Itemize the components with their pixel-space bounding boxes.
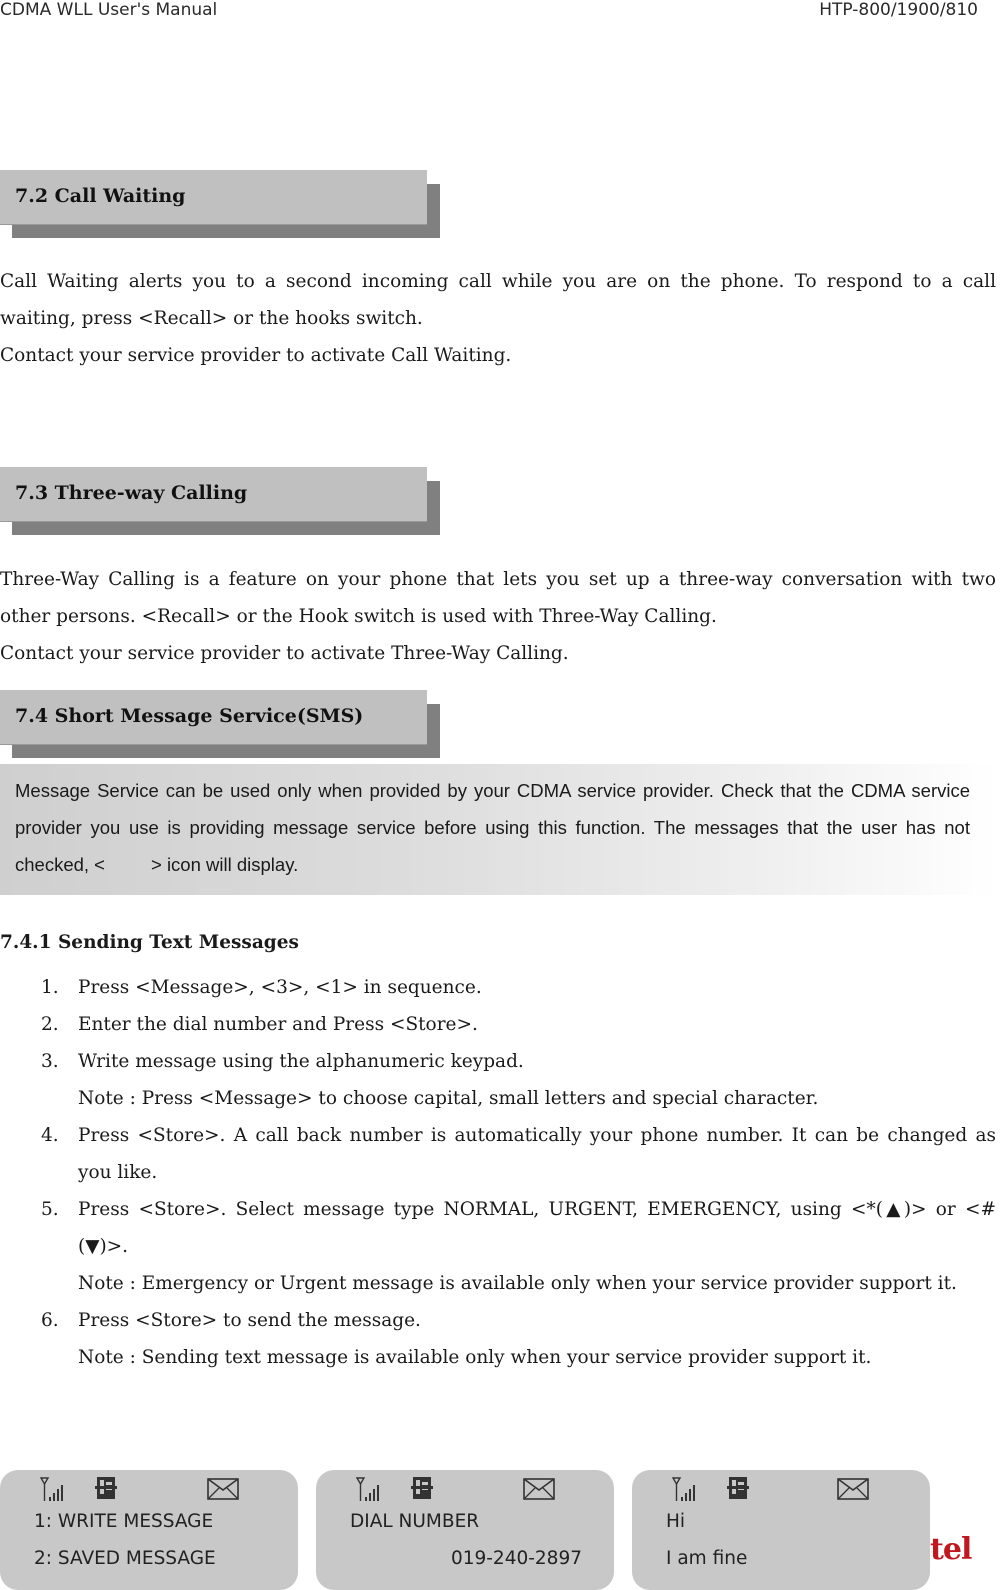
lcd-line-2: 019-240-2897 [450, 1548, 582, 1569]
brand-logo: tel [930, 1532, 972, 1567]
list-item [0, 1043, 996, 1117]
lcd-line-2: 2: SAVED MESSAGE [34, 1548, 216, 1569]
call-waiting-activation: Contact your service provider to activate Call Waiting. [0, 345, 512, 366]
step-text: Press <Store>. Select message type NORMAL, URGENT, EMERGENCY, using <*(▲)> or <#(▼)>. [78, 1199, 996, 1257]
step-number: 6. [41, 1310, 59, 1331]
phone-status-icon [408, 1474, 438, 1504]
step-note: Note : Sending text message is available only when your service provider support it. [78, 1347, 872, 1368]
step-note: Note : Emergency or Urgent message is available only when your service provider support it. [78, 1273, 957, 1294]
lcd-line-1: 1: WRITE MESSAGE [34, 1511, 214, 1532]
section-heading-sms [0, 690, 440, 758]
steps-list [0, 969, 996, 1376]
lcd-screen-menu [0, 1470, 298, 1590]
sms-notice-part2: > icon will display. [151, 854, 299, 875]
call-waiting-description: Call Waiting alerts you to a second incoming call while you are on the phone. To respond to a call waiting, press <Recall> or the hooks switch. [0, 271, 996, 329]
signal-icon [38, 1474, 68, 1504]
phone-status-icon [92, 1474, 122, 1504]
signal-icon [354, 1474, 384, 1504]
list-item [0, 1006, 996, 1043]
step-number: 2. [41, 1014, 59, 1035]
step-text: Press <Message>, <3>, <1> in sequence. [78, 977, 482, 998]
step-number: 4. [41, 1125, 59, 1146]
manual-title: CDMA WLL User's Manual [0, 0, 218, 20]
list-item [0, 1191, 996, 1302]
step-number: 5. [41, 1199, 59, 1220]
section-heading-three-way [0, 467, 440, 535]
section-title: 7.4 Short Message Service(SMS) [15, 705, 364, 727]
phone-status-icon [724, 1474, 754, 1504]
three-way-description: Three-Way Calling is a feature on your phone that lets you set up a three-way conversation with two other persons. <Recall> or the Hook switch is used with Three-Way Calling. [0, 569, 996, 627]
subsection-title: 7.4.1 Sending Text Messages [0, 932, 299, 953]
step-text: Press <Store>. A call back number is automatically your phone number. It can be changed as you like. [78, 1125, 996, 1183]
lcd-screen-dial [316, 1470, 614, 1590]
envelope-icon [836, 1474, 870, 1504]
unread-message-icon [105, 859, 151, 873]
envelope-icon [522, 1474, 556, 1504]
sms-notice-text [15, 772, 970, 883]
step-text: Enter the dial number and Press <Store>. [78, 1014, 478, 1035]
lcd-screen-message [632, 1470, 930, 1590]
section-heading-call-waiting [0, 170, 440, 238]
list-item [0, 1302, 996, 1376]
envelope-icon [206, 1474, 240, 1504]
lcd-line-1: DIAL NUMBER [350, 1511, 480, 1532]
list-item [0, 1117, 996, 1191]
lcd-line-2: I am fine [666, 1548, 748, 1569]
section-title: 7.2 Call Waiting [15, 185, 186, 207]
sms-notice-part1: Message Service can be used only when provided by your CDMA service provider. Check that the CDMA service provider you use is providing message service before using this function. The messages that the user has not checked, < [15, 780, 970, 875]
lcd-line-1: Hi [666, 1511, 686, 1532]
lcd-status-bar [632, 1474, 930, 1504]
step-text: Write message using the alphanumeric keypad. [78, 1051, 524, 1072]
step-text: Press <Store> to send the message. [78, 1310, 421, 1331]
section-title: 7.3 Three-way Calling [15, 482, 248, 504]
step-number: 1. [41, 977, 59, 998]
step-number: 3. [41, 1051, 59, 1072]
sms-notice-box [0, 764, 996, 895]
model-number: HTP-800/1900/810 [819, 0, 978, 20]
lcd-status-bar [316, 1474, 614, 1504]
step-note: Note : Press <Message> to choose capital, small letters and special character. [78, 1088, 819, 1109]
lcd-status-bar [0, 1474, 298, 1504]
signal-icon [670, 1474, 700, 1504]
three-way-activation: Contact your service provider to activate Three-Way Calling. [0, 643, 569, 664]
list-item [0, 969, 996, 1006]
